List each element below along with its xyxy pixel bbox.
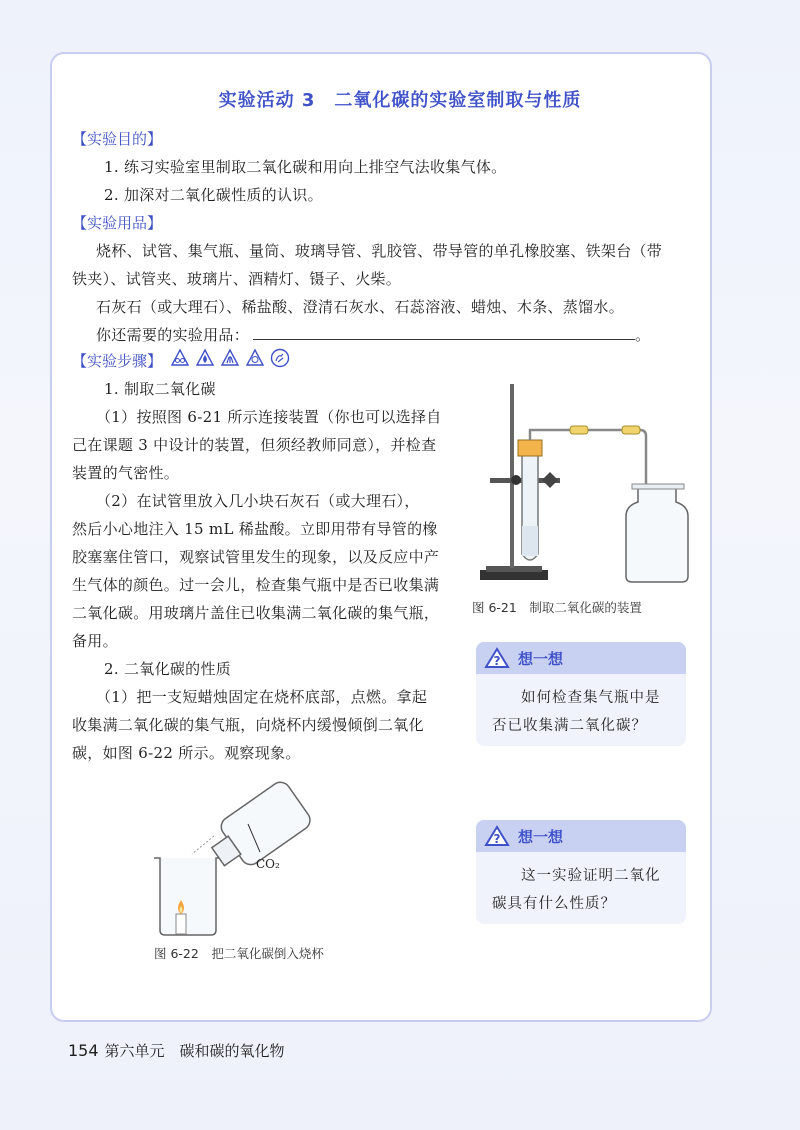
think-box-2-body: 这一实验证明二氧化碳具有什么性质？ — [492, 868, 661, 912]
section-materials: 【实验用品】 — [72, 214, 163, 232]
purpose-item: 2. 加深对二氧化碳性质的认识。 — [104, 186, 323, 204]
step-line: 2. 二氧化碳的性质 — [104, 660, 232, 678]
goggles-icon — [170, 348, 190, 368]
question-warning-icon — [484, 825, 510, 847]
step-line: 装置的气密性。 — [72, 464, 180, 482]
step-line: 然后小心地注入 15 mL 稀盐酸。立即用带有导管的橡 — [72, 520, 438, 538]
flame-warning-icon — [195, 348, 215, 368]
purpose-item: 1. 练习实验室里制取二氧化碳和用向上排空气法收集气体。 — [104, 158, 507, 176]
heat-warning-icon — [220, 348, 240, 368]
think-box-1-title: 想一想 — [518, 649, 564, 668]
step-line: 收集满二氧化碳的集气瓶，向烧杯内缓慢倾倒二氧化 — [72, 716, 424, 734]
think-box-2 — [476, 820, 686, 924]
step-line: （1）把一支短蜡烛固定在烧杯底部，点燃。拿起 — [96, 688, 428, 706]
wash-hands-icon — [270, 348, 290, 368]
think-box-1-body: 如何检查集气瓶中是否已收集满二氧化碳？ — [492, 690, 661, 734]
step-line: （2）在试管里放入几小块石灰石（或大理石）， — [96, 492, 420, 510]
page-footer — [68, 1040, 285, 1061]
think-box-1 — [476, 642, 686, 746]
materials-line: 烧杯、试管、集气瓶、量筒、玻璃导管、乳胶管、带导管的单孔橡胶塞、铁架台（带 — [96, 242, 663, 260]
materials-line: 石灰石（或大理石）、稀盐酸、澄清石灰水、石蕊溶液、蜡烛、木条、蒸馏水。 — [96, 298, 625, 316]
figure-6-22-caption: 图 6-22 把二氧化碳倒入烧杯 — [154, 946, 324, 961]
think-box-2-header — [476, 820, 686, 852]
safety-icons — [170, 348, 290, 368]
section-steps: 【实验步骤】 — [72, 352, 163, 370]
figure-6-21-caption: 图 6-21 制取二氧化碳的装置 — [472, 600, 642, 615]
think-box-2-title: 想一想 — [518, 827, 564, 846]
co2-label: CO₂ — [256, 857, 280, 871]
page-title: 实验活动 3 二氧化碳的实验室制取与性质 — [218, 90, 582, 111]
figure-6-22-pouring — [148, 780, 338, 940]
section-purpose: 【实验目的】 — [72, 130, 163, 148]
step-line: 1. 制取二氧化碳 — [104, 380, 216, 398]
extra-materials-blank[interactable] — [253, 325, 635, 340]
svg-text:?: ? — [493, 832, 501, 846]
figure-6-21-apparatus — [470, 376, 700, 592]
materials-line: 铁夹）、试管夹、玻璃片、酒精灯、镊子、火柴。 — [72, 270, 402, 288]
extra-materials-line — [96, 324, 650, 345]
think-box-1-header — [476, 642, 686, 674]
extra-materials-label: 你还需要的实验用品： — [96, 326, 250, 344]
step-line: 碳，如图 6-22 所示。观察现象。 — [72, 744, 301, 762]
step-line: 备用。 — [72, 632, 118, 650]
step-line: 二氧化碳。用玻璃片盖住已收集满二氧化碳的集气瓶， — [72, 604, 440, 622]
svg-text:?: ? — [493, 654, 501, 668]
step-line: 生气体的颜色。过一会儿，检查集气瓶中是否已收集满 — [72, 576, 440, 594]
fire-triangle-icon — [245, 348, 265, 368]
unit-title: 第六单元 碳和碳的氧化物 — [104, 1042, 285, 1060]
question-warning-icon — [484, 647, 510, 669]
step-line: （1）按照图 6-21 所示连接装置（你也可以选择自 — [96, 408, 442, 426]
step-line: 胶塞塞住管口，观察试管里发生的现象，以及反应中产 — [72, 548, 440, 566]
extra-materials-end: 。 — [635, 326, 651, 344]
step-line: 己在课题 3 中设计的装置，但须经教师同意），并检查 — [72, 436, 437, 454]
page-number: 154 — [68, 1041, 99, 1060]
